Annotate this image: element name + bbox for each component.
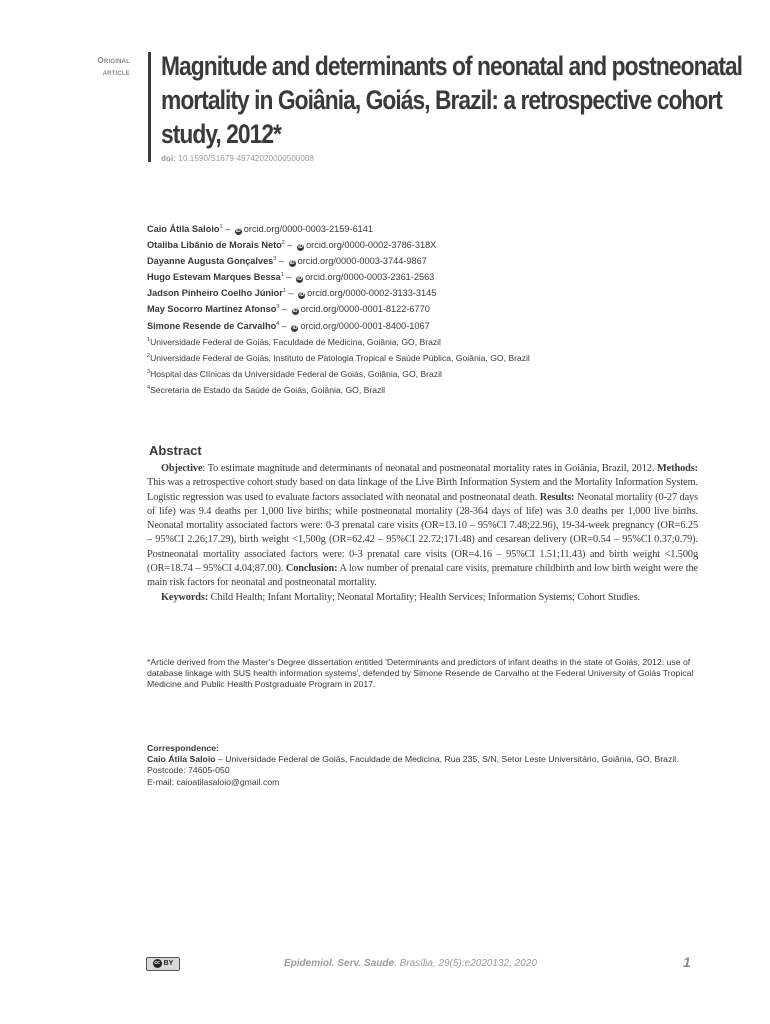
keywords-text: Child Health; Infant Mortality; Neonatal Mortality; Health Services; Information Systems; Cohort Studies. <box>208 591 640 603</box>
correspondence-heading: Correspondence: <box>147 743 219 753</box>
affiliation-text: Hospital das Clínicas da Universidade Federal de Goiás, Goiânia, GO, Brazil <box>150 369 442 379</box>
conclusion-text: A low number of prenatal care visits, premature childbirth and low birth weight were the main risk factors for neonatal and postneonatal mortality. <box>147 563 698 589</box>
author-orcid-link[interactable]: orcid.org/0000-0003-3744-9867 <box>297 256 427 267</box>
orcid-icon: iD <box>298 244 304 251</box>
title-accent-bar <box>148 52 151 162</box>
results-text: Neonatal mortality (0-27 days of life) was 9.4 deaths per 1,000 live births; while postneonatal mortality (28-364 days of life) was 3.0 deaths per 1,000 live births. Neonatal mortality associated factors were: 0-3 prenatal care visits (OR=13.10 – 95%CI 7.48;22.96), 19-34-week pregnancy (OR=6.25 – 95%CI 2.26;17.29), birth weight <1,500g (OR=62.42 – 95%CI 22.72;171.48) and cesarean delivery (OR=0.54 – 95%CI 0.37;0.79). Postneonatal mortality associated factors were: 0-3 prenatal care visits (OR=4.16 – 95%CI 1.51;11.43) and birth weight <1.500g (OR=18.74 – 95%CI 4.04;87.00). <box>147 491 698 575</box>
orcid-icon: iD <box>289 260 295 267</box>
author-row: Jadson Pinheiro Coelho Júnior$^1$ – iD orcid.org/0000-0002-3133-3145 <box>147 288 437 299</box>
author-list <box>147 220 436 333</box>
abstract-heading: Abstract <box>149 443 202 458</box>
author-name: Otaliba Libânio de Morais Neto <box>147 240 282 251</box>
article-footnote: *Article derived from the Master's Degree dissertation entitled 'Determinants and predictors of infant deaths in the state of Goiás, 2012: use of database linkage with SUS health information systems', defended by Simone Resende de Carvalho at the Federal University of Goiás Tropical Medicine and Public Health Postgraduate Program in 2017. <box>147 657 694 690</box>
author-row: May Socorro Martinez Afonso$^3$ – iD orcid.org/0000-0001-8122-6770 <box>147 304 430 315</box>
author-affiliation-marker: 1 <box>280 272 284 279</box>
article-type-label <box>60 55 130 79</box>
title-line-1: Magnitude and determinants of neonatal and postneonatal <box>161 51 743 81</box>
author-row: Otaliba Libânio de Morais Neto$^2$ – iD orcid.org/0000-0002-3786-318X <box>147 240 437 251</box>
objective-label: Objective <box>161 463 203 474</box>
author-orcid-link[interactable]: orcid.org/0000-0003-2159-6141 <box>243 224 374 234</box>
orcid-icon: iD <box>297 276 303 283</box>
author-orcid-link[interactable]: orcid.org/0000-0003-2361-2563 <box>305 272 435 283</box>
affiliation-text: Universidade Federal de Goiás, Faculdade de Medicina, Goiânia, GO, Brazil <box>150 337 441 347</box>
author-affiliation-marker: 2 <box>281 240 285 247</box>
affiliation-marker: 1 <box>147 337 151 343</box>
affiliation-marker: 4 <box>147 385 151 391</box>
methods-label: Methods: <box>657 463 698 474</box>
conclusion-label: Conclusion: <box>285 563 338 575</box>
author-affiliation-marker: 1 <box>219 224 223 230</box>
author-affiliation-marker: 3 <box>273 256 277 263</box>
affiliation-row <box>147 381 530 397</box>
license-text: BY <box>163 960 174 967</box>
author-name: Caio Átila Saloio <box>147 224 220 234</box>
author-orcid-link[interactable]: orcid.org/0000-0002-3133-3145 <box>307 288 437 299</box>
citation-details: , Brasília, 29(5):e2020132, 2020 <box>394 958 537 969</box>
affiliation-text: Secretaria de Estado da Saúde de Goiás, Goiânia, GO, Brazil <box>150 385 386 395</box>
author-row: Caio Átila Saloio$^1$ – iD orcid.org/0000-0003-2159-6141 <box>147 224 374 234</box>
affiliation-text: Universidade Federal de Goiás, Instituto de Patologia Tropical e Saúde Pública, Goiânia, GO, Brazil <box>150 353 530 363</box>
correspondence-address: – Universidade Federal de Goiás, Faculdade de Medicina, Rua 235, S/N, Setor Leste Universitário, Goiânia, GO, Brazil. Postcode: 74605-050 <box>147 754 679 776</box>
author-name: May Socorro Martinez Afonso <box>147 304 277 315</box>
abstract-paragraph <box>147 462 698 591</box>
author-name: Dayanne Augusta Gonçalves <box>147 256 274 267</box>
doi-label: doi: <box>161 154 177 163</box>
author-row: Simone Resende de Carvalho$^4$ – iD orcid.org/0000-0001-8400-1067 <box>147 320 430 331</box>
objective-text: : To estimate magnitude and determinants of neonatal and postneonatal mortality rates in Goiânia, Brazil, 2012. <box>202 463 655 474</box>
orcid-icon: iD <box>292 324 298 331</box>
author-orcid-link[interactable]: orcid.org/0000-0001-8400-1067 <box>300 320 430 331</box>
author-row: Dayanne Augusta Gonçalves$^3$ – iD orcid.org/0000-0003-3744-9867 <box>147 256 427 267</box>
author-name: Jadson Pinheiro Coelho Júnior <box>147 288 283 299</box>
journal-citation <box>284 958 537 969</box>
affiliation-row <box>147 333 530 349</box>
correspondence-email[interactable]: E-mail: caioatilasaloio@gmail.com <box>147 776 280 787</box>
affiliation-row <box>147 349 530 365</box>
abstract-body <box>147 462 698 605</box>
correspondence-address-line <box>147 754 707 776</box>
title-line-2: mortality in Goiânia, Goiás, Brazil: a retrospective cohort <box>161 85 722 115</box>
cc-circle-icon: cc <box>154 960 160 966</box>
journal-name: Epidemiol. Serv. Saude <box>284 958 395 969</box>
methods-text: This was a retrospective cohort study based on data linkage of the Live Birth Information System and the Mortality Information System. Logistic regression was used to evaluate factors associated with neonatal and postneonatal death. <box>147 477 698 503</box>
paper-title <box>161 49 743 151</box>
affiliation-row <box>147 365 530 381</box>
doi-value[interactable]: 10.1590/S1679-49742020000500008 <box>178 154 315 163</box>
page-number: 1 <box>683 954 691 970</box>
correspondence-block <box>147 743 707 788</box>
author-affiliation-marker: 4 <box>276 320 280 327</box>
author-name: Hugo Estevam Marques Bessa <box>147 272 281 283</box>
author-orcid-link[interactable]: orcid.org/0000-0001-8122-6770 <box>300 304 430 315</box>
correspondence-name: Caio Átila Saloio <box>147 754 216 765</box>
results-label: Results: <box>539 491 575 503</box>
doi[interactable] <box>161 154 314 163</box>
affiliation-list <box>147 333 530 397</box>
affiliation-marker: 3 <box>147 369 151 375</box>
author-affiliation-marker: 3 <box>276 304 280 311</box>
article-type-line2: article <box>102 68 130 77</box>
affiliation-marker: 2 <box>147 353 151 359</box>
orcid-icon: iD <box>292 308 298 315</box>
orcid-icon: iD <box>299 292 305 299</box>
title-line-3: study, 2012* <box>161 119 281 149</box>
author-affiliation-marker: 1 <box>282 288 286 295</box>
cc-by-icon[interactable] <box>146 957 180 971</box>
orcid-icon: iD <box>235 228 241 234</box>
author-orcid-link[interactable]: orcid.org/0000-0002-3786-318X <box>306 240 437 251</box>
keywords-paragraph <box>147 591 698 605</box>
article-type-line1: Original <box>97 56 130 65</box>
author-row: Hugo Estevam Marques Bessa$^1$ – iD orcid.org/0000-0003-2361-2563 <box>147 272 435 283</box>
keywords-label: Keywords: <box>161 591 209 603</box>
author-name: Simone Resende de Carvalho <box>147 320 277 331</box>
